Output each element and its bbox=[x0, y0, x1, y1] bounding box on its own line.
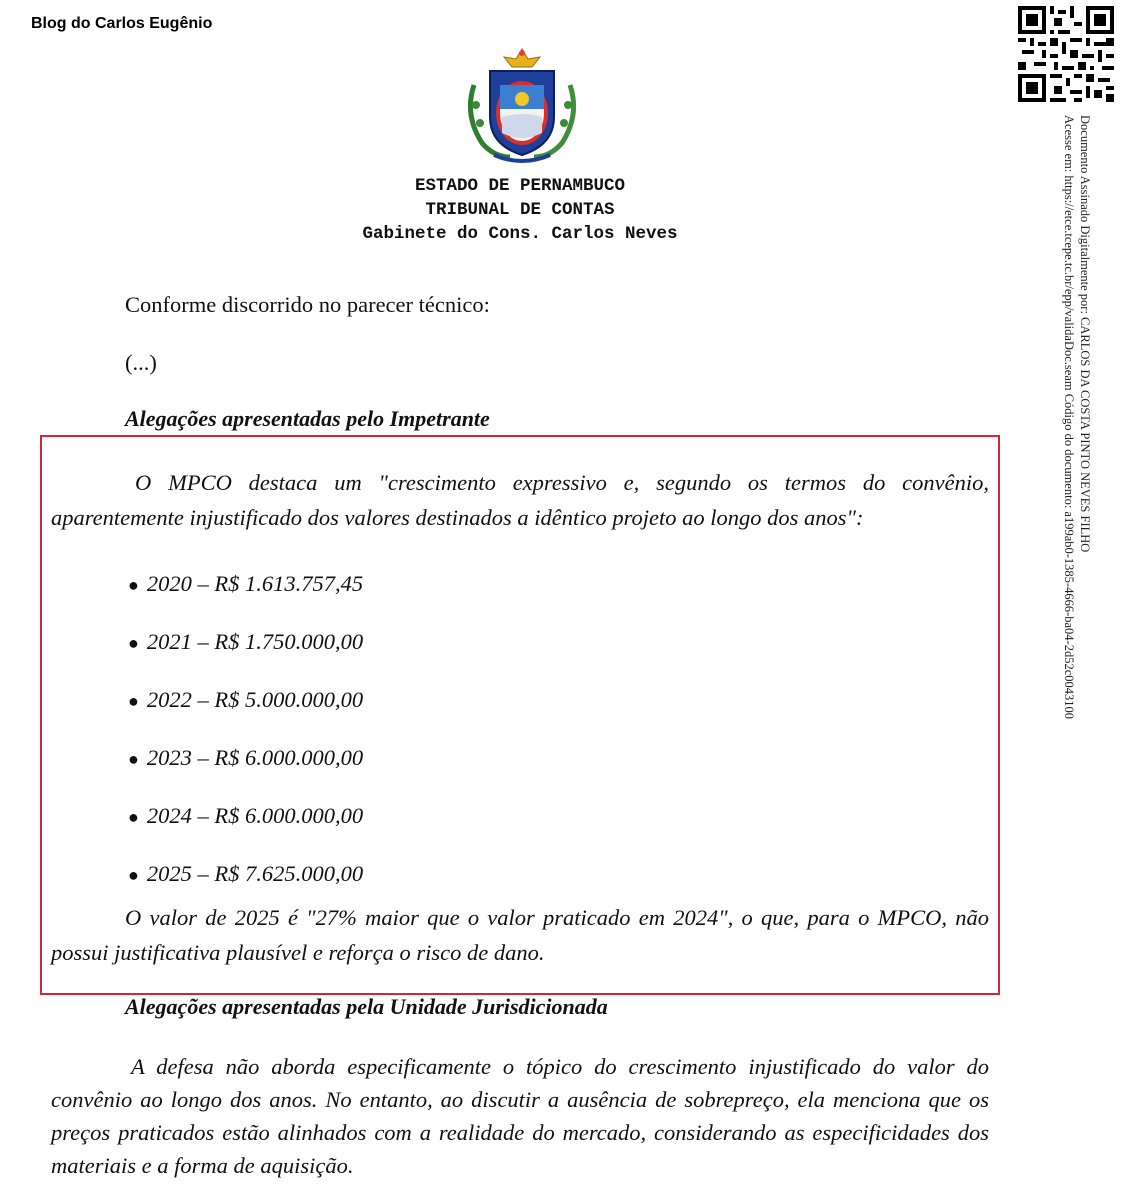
subheading-impetrante: Alegações apresentadas pelo Impetrante bbox=[125, 406, 490, 431]
header-state: ESTADO DE PERNAMBUCO bbox=[414, 176, 626, 196]
defense-paragraph: A defesa não aborda especificamente o tópico do crescimento injustificado do valor do convênio ao longo dos anos. No entanto, ao discutir a ausência de sobrepreço, ela menciona que os preços praticados estão alinhados com a realidade do mercado, considerando as especificidades dos materiais e a forma de aquisição. bbox=[51, 1054, 989, 1178]
quote-text: O MPCO destaca um "crescimento expressivo e, segundo os termos do convênio, aparentemente injustificado dos valores destinados a idêntico projeto ao longo dos anos": bbox=[51, 470, 989, 530]
digital-signature-note bbox=[1061, 115, 1093, 719]
ellipsis: (...) bbox=[125, 350, 157, 375]
list-item: ● 2022 – R$ 5.000.000,00 bbox=[128, 687, 364, 712]
bullet-icon: ● bbox=[128, 749, 139, 769]
document-header bbox=[0, 174, 1040, 246]
intro-paragraph: Conforme discorrido no parecer técnico: bbox=[125, 292, 490, 317]
values-list bbox=[128, 555, 363, 903]
subheading-unidade: Alegações apresentadas pela Unidade Jurisdicionada bbox=[125, 994, 608, 1019]
list-item: ● 2024 – R$ 6.000.000,00 bbox=[128, 803, 364, 828]
header-cabinet: Gabinete do Cons. Carlos Neves bbox=[362, 224, 678, 244]
list-item: ● 2025 – R$ 7.625.000,00 bbox=[128, 861, 364, 886]
blog-watermark: Blog do Carlos Eugênio bbox=[31, 15, 213, 32]
list-item: ● 2023 – R$ 6.000.000,00 bbox=[128, 745, 364, 770]
bullet-icon: ● bbox=[128, 633, 139, 653]
bullet-icon: ● bbox=[128, 691, 139, 711]
signature-line-1: Documento Assinado Digitalmente por: CARLOS DA COSTA PINTO NEVES FILHO bbox=[1078, 115, 1092, 553]
bullet-icon: ● bbox=[128, 865, 139, 885]
mpco-quote bbox=[51, 465, 989, 535]
header-tribunal: TRIBUNAL DE CONTAS bbox=[425, 200, 615, 220]
signature-line-2: Acesse em: https://etce.tcepe.tc.br/epp/validaDoc.seam Código do documento: a199ab0-1385-4666-ba04-2d52c0043100 bbox=[1062, 115, 1076, 720]
qr-code-icon bbox=[1018, 6, 1114, 102]
list-item: ● 2020 – R$ 1.613.757,45 bbox=[128, 571, 364, 596]
list-item: ● 2021 – R$ 1.750.000,00 bbox=[128, 629, 364, 654]
bullet-icon: ● bbox=[128, 575, 139, 595]
closing-paragraph: O valor de 2025 é "27% maior que o valor praticado em 2024", o que, para o MPCO, não possui justificativa plausível e reforça o risco de dano. bbox=[51, 905, 989, 965]
pernambuco-coat-of-arms-icon bbox=[460, 45, 584, 167]
bullet-icon: ● bbox=[128, 807, 139, 827]
